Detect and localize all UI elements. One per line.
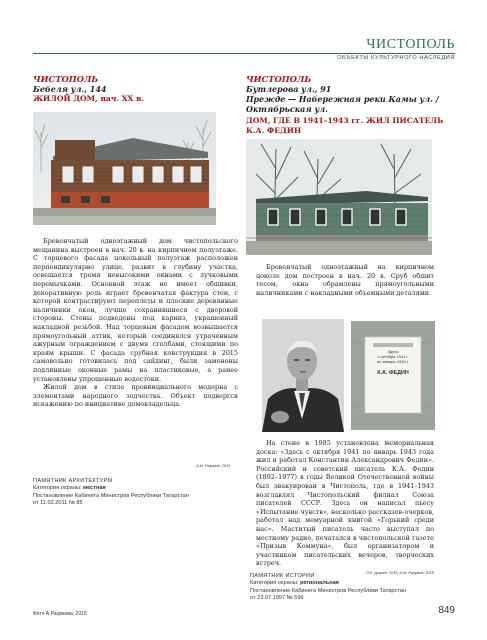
left-description: [33, 237, 238, 409]
left-category-value: местная: [83, 485, 106, 492]
fedin-portrait-photo: [262, 319, 344, 432]
left-category-line: [33, 485, 243, 492]
left-decree-date: от 11.02.2011 № 85: [33, 500, 83, 507]
right-paragraph: Бревенчатый одноэтажный на кирпичном цоколе дом построен в нач. 20 в. Сруб обшит тесом, окна обрамлены прямоугольными наличниками с накладными объемными деталями.: [256, 263, 434, 297]
right-meta: [250, 567, 440, 603]
photo-credit: Фото А.Разумова, 2015: [33, 611, 87, 617]
left-monument-type: ПАМЯТНИК АРХИТЕКТУРЫ: [33, 478, 113, 484]
right-signature: Л.Е. Дьяков, 2015; А.М. Разумов, 2015: [366, 571, 434, 575]
left-paragraph: Бревенчатый одноэтажный дом чистопольского мещанина выстроен в нач. 20 в. на кирпичном полуэтаже. С торцевого фасада цокольный полуэтаж расположен перпендикулярно улице, развит в глубину участка, освещается тремя невысокими окнами с лучковыми перемычками. Основной этаж не имеет обшивки, декоративную роль играет бревенчатая фактура стен, с которой контрастируют переплеты и плоские деревянные наличники окон, лучше сохранившиеся с дворовой стороны. Стены подведены под карниз, украшенный накладной резьбой. Над торцевым фасадом возвышается прямоугольный аттик, который соединялся утраченным ажурным ограждением с двумя столбами, стоящими по краям крыши. С фасада срубная конструкция в 2015 самовольно готовилась под сайдинг, были заменены подлинные оконные рамы на пластиковые, а ранее установлены упрощенные водостоки.: [33, 237, 238, 383]
left-meta: [33, 478, 243, 508]
right-monument-type: ПАМЯТНИК ИСТОРИИ: [250, 573, 315, 579]
right-decree-date: от 23.07.1997 № 599: [250, 595, 304, 602]
right-category-value: региональная: [300, 580, 339, 587]
right-address: Бутлерова ул., 91: [246, 84, 332, 94]
right-city: ЧИСТОПОЛЬ: [246, 74, 312, 84]
memorial-plaque-photo: [351, 321, 435, 430]
right-description-1: [256, 263, 434, 297]
house-photo-right-image: [246, 139, 432, 255]
house-photo-right: [246, 139, 432, 255]
right-former-address-2: Октябрьская ул.: [246, 104, 328, 114]
plaque-line: с октября 1941 г.: [377, 354, 409, 360]
left-object-title: ЖИЛОЙ ДОМ, нач. XX в.: [33, 94, 145, 103]
page-number: 849: [438, 605, 455, 616]
right-paragraph: На стене в 1985 установлена мемориальная доска: «Здесь с октября 1941 по январь 1943 года жил и работал Константин Александрович Федин». Российский и советский писатель К.А. Федин (1892–1977) в годы Великой Отечественной войны был эвакуирован в Чистополь, где в 1941–1943 возглавлял Чистопольский филиал Союза писателей СССР. Здесь он написал пьесу «Испытание чувств», несколько рассказов-очерков, работал над мемуарной книгой «Горький среди нас». Маститый писатель часто выступал по местному радио, печатался в чистопольской газете «Призыв Коммуна», был организатором и участником писательских вечеров, творческих встреч.: [256, 439, 434, 568]
section-subtitle: ОБЪЕКТЫ КУЛЬТУРНОГО НАСЛЕДИЯ: [337, 55, 455, 61]
right-category-label: Категория охраны:: [250, 580, 299, 587]
right-heading: [246, 74, 454, 136]
right-description-2: [256, 439, 434, 568]
plaque-line: Здесь: [387, 349, 399, 354]
right-category-line: [250, 580, 440, 587]
plaque-text: [365, 349, 421, 376]
right-object-title: ДОМ, ГДЕ В 1941–1943 гг. ЖИЛ ПИСАТЕЛЬ: [246, 116, 444, 125]
plaque-line: по январь 1943 г.: [377, 359, 409, 365]
fedin-portrait-image: [262, 319, 344, 432]
left-heading: [33, 74, 247, 104]
right-former-address: Прежде — Набережная реки Камы ул. /: [246, 94, 439, 104]
section-title: ЧИСТОПОЛЬ: [366, 37, 455, 52]
plaque-name: К.А. ФЕДИН: [377, 369, 409, 376]
header-rule: [33, 53, 455, 54]
house-photo-left: [33, 112, 216, 225]
left-signature: А.М. Разумов, 2015: [196, 464, 231, 468]
left-paragraph: Жилой дом в стиле провинциального модерна с элементами народного зодчества. Объект подвергся искажению по инициативе домовладельца.: [33, 383, 238, 409]
left-decree: Постановление Кабинета Министров Республики Татарстан: [33, 492, 189, 499]
right-decree: Постановление Кабинета Министров Республики Татарстан: [250, 587, 406, 594]
right-object-title-2: К.А. ФЕДИН: [246, 126, 302, 135]
left-city: ЧИСТОПОЛЬ: [33, 74, 99, 84]
left-address: Бебеля ул., 144: [33, 84, 107, 94]
house-photo-left-image: [33, 112, 216, 225]
left-category-label: Категория охраны:: [33, 485, 82, 492]
